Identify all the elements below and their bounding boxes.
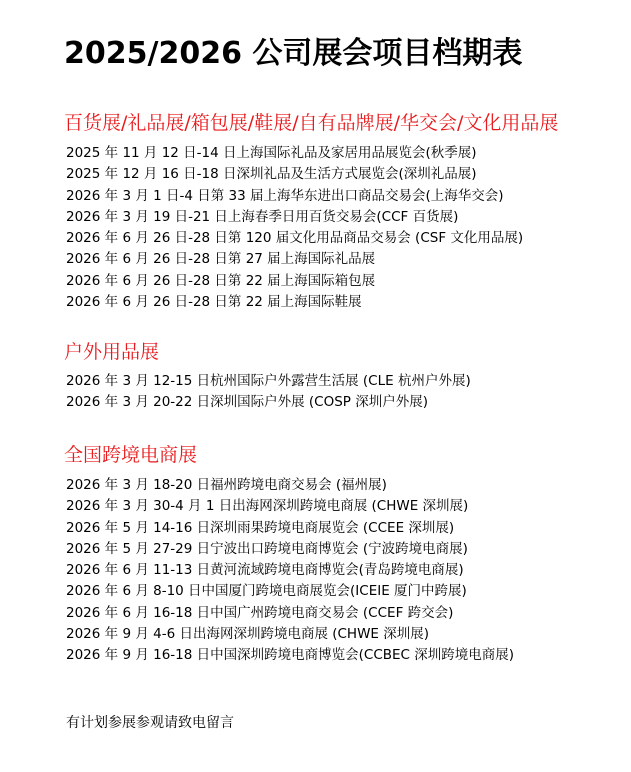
list-item: 2026 年 6 月 26 日-28 日第 120 届文化用品商品交易会 (CSF 文化用品展) xyxy=(66,230,524,247)
list-item: 2026 年 6 月 16-18 日中国广州跨境电商交易会 (CCEF 跨交会) xyxy=(66,604,454,621)
section-heading-department-store: 百货展/礼品展/箱包展/鞋展/自有品牌展/华交会/文化用品展 xyxy=(64,112,559,134)
list-item: 2026 年 3 月 1 日-4 日第 33 届上海华东进出口商品交易会(上海华交会) xyxy=(66,187,504,204)
list-item: 2026 年 5 月 14-16 日深圳雨果跨境电商展览会 (CCEE 深圳展) xyxy=(66,519,455,536)
list-item: 2026 年 3 月 12-15 日杭州国际户外露营生活展 (CLE 杭州户外展) xyxy=(66,373,471,389)
list-item: 2026 年 5 月 27-29 日宁波出口跨境电商博览会 (宁波跨境电商展) xyxy=(66,540,468,557)
list-item: 2026 年 3 月 20-22 日深圳国际户外展 (COSP 深圳户外展) xyxy=(66,394,429,411)
event-list-outdoor xyxy=(66,371,471,414)
footer-note: 有计划参展参观请致电留言 xyxy=(66,715,234,731)
list-item: 2026 年 6 月 8-10 日中国厦门跨境电商展览会(ICEIE 厦门中跨展) xyxy=(66,583,467,600)
list-item: 2026 年 6 月 26 日-28 日第 27 届上海国际礼品展 xyxy=(66,251,376,268)
list-item: 2026 年 6 月 26 日-28 日第 22 届上海国际鞋展 xyxy=(66,294,362,311)
list-item: 2026 年 3 月 19 日-21 日上海春季日用百货交易会(CCF 百货展) xyxy=(66,208,459,225)
event-list-department-store xyxy=(66,143,523,313)
list-item: 2026 年 3 月 30-4 月 1 日出海网深圳跨境电商展 (CHWE 深圳展) xyxy=(66,498,469,515)
page-title: 2025/2026 公司展会项目档期表 xyxy=(64,36,523,72)
list-item: 2025 年 11 月 12 日-14 日上海国际礼品及家居用品展览会(秋季展) xyxy=(66,145,477,161)
list-item: 2026 年 6 月 11-13 日黄河流域跨境电商博览会(青岛跨境电商展) xyxy=(66,562,464,579)
list-item: 2026 年 9 月 4-6 日出海网深圳跨境电商展 (CHWE 深圳展) xyxy=(66,626,430,643)
section-heading-cross-border-ecommerce: 全国跨境电商展 xyxy=(64,444,198,466)
event-list-cross-border-ecommerce xyxy=(66,475,514,667)
list-item: 2026 年 6 月 26 日-28 日第 22 届上海国际箱包展 xyxy=(66,272,376,289)
section-heading-outdoor: 户外用品展 xyxy=(64,341,160,363)
list-item: 2025 年 12 月 16 日-18 日深圳礼品及生活方式展览会(深圳礼品展) xyxy=(66,166,477,183)
list-item: 2026 年 3 月 18-20 日福州跨境电商交易会 (福州展) xyxy=(66,477,387,493)
list-item: 2026 年 9 月 16-18 日中国深圳跨境电商博览会(CCBEC 深圳跨境电商展) xyxy=(66,647,515,664)
